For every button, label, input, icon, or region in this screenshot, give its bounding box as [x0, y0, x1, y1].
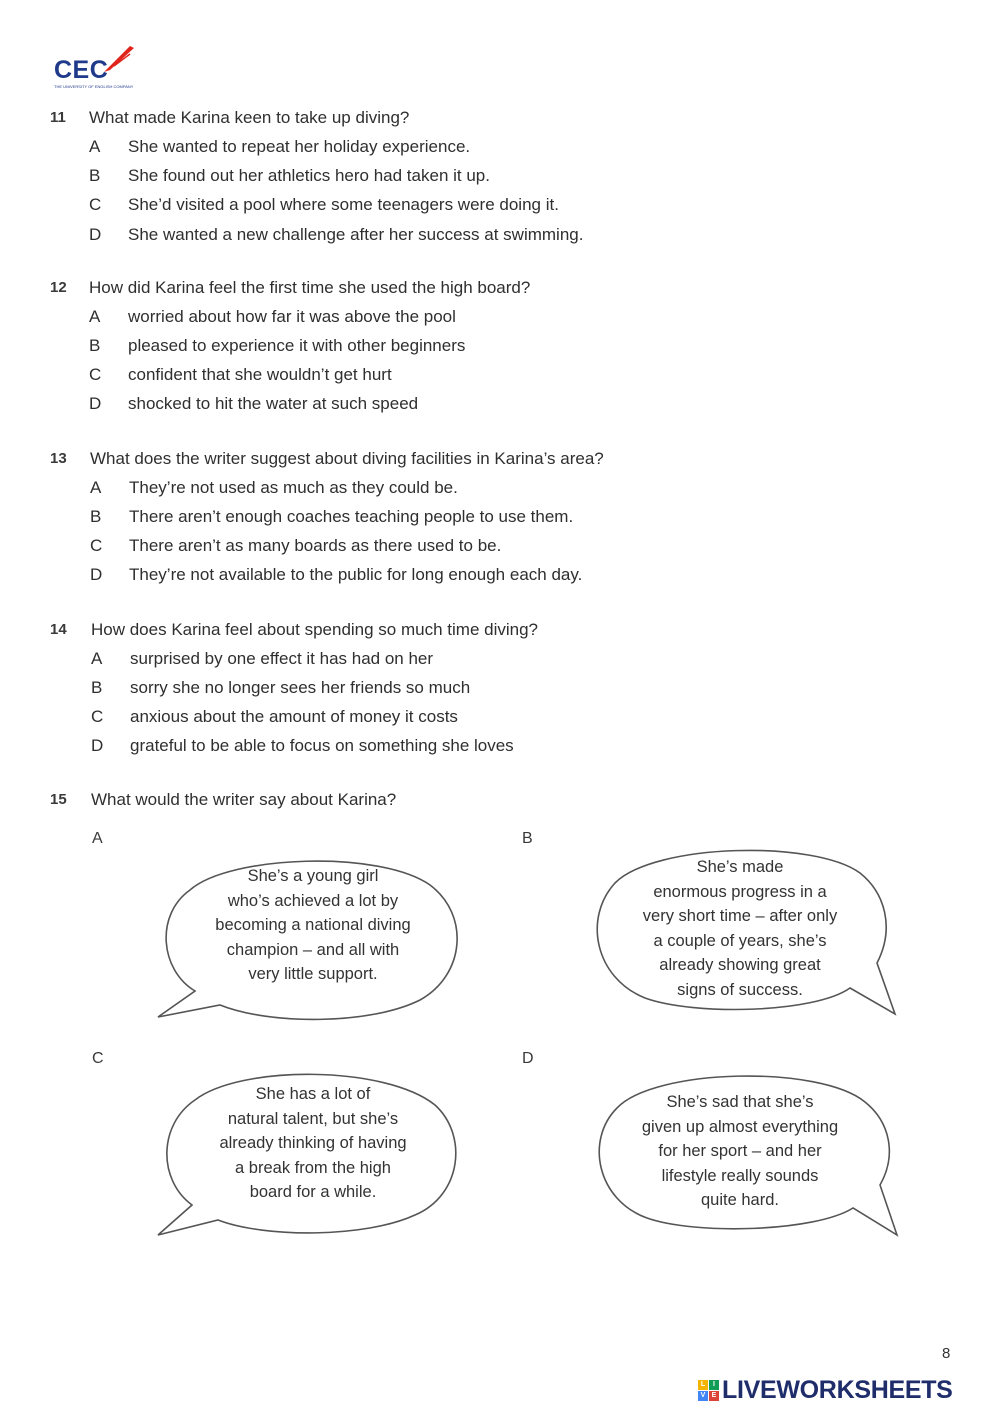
option-letter: B	[90, 507, 102, 526]
brand-icon-cell: L	[698, 1380, 708, 1390]
bubble-line: a break from the high	[235, 1158, 391, 1177]
option-letter: A	[90, 478, 102, 497]
question-text: What would the writer say about Karina?	[91, 790, 397, 809]
bubble-line: becoming a national diving	[215, 916, 411, 934]
bubble-line: a couple of years, she’s	[653, 931, 827, 950]
option-letter: B	[91, 678, 103, 697]
option-letter: D	[89, 394, 102, 413]
bubble-line: She’s made	[696, 858, 784, 876]
bubble-line: already showing great	[659, 956, 821, 974]
question-number: 15	[50, 791, 67, 808]
option-letter: B	[89, 336, 101, 355]
panel-letter-a: A	[92, 830, 103, 847]
bubble-line: She has a lot of	[255, 1085, 371, 1103]
liveworksheets-logo-icon	[698, 1380, 720, 1402]
logo-tagline: THE UNIVERSITY OF ENGLISH COMPANY	[54, 84, 134, 89]
question-text: How does Karina feel about spending so much time diving?	[91, 620, 538, 639]
option-text: They’re not available to the public for long enough each day.	[129, 565, 583, 584]
option-letter: D	[90, 565, 103, 584]
speech-bubble-b[interactable]	[585, 838, 903, 1020]
option-letter: C	[89, 365, 102, 384]
bubble-line: who’s achieved a lot by	[227, 891, 399, 910]
option-text: anxious about the amount of money it costs	[130, 707, 458, 726]
option-text: grateful to be able to focus on something she loves	[130, 736, 514, 755]
option-text: pleased to experience it with other beginners	[128, 336, 466, 355]
speech-bubble-a[interactable]	[150, 845, 470, 1025]
question-number: 12	[50, 279, 67, 296]
option-text: She found out her athletics hero had taken it up.	[128, 166, 490, 185]
question-text: What does the writer suggest about diving facilities in Karina’s area?	[90, 449, 604, 468]
option-letter: C	[91, 707, 104, 726]
question-number: 13	[50, 450, 67, 467]
brand-icon-cell: I	[709, 1380, 719, 1390]
question-number: 11	[50, 109, 66, 126]
logo-text: CEC	[54, 56, 109, 84]
option-text: shocked to hit the water at such speed	[128, 394, 419, 413]
option-text: She wanted a new challenge after her success at swimming.	[128, 225, 584, 244]
question-text: What made Karina keen to take up diving?	[89, 108, 410, 127]
bubble-text	[170, 864, 456, 987]
question-number: 14	[50, 621, 67, 638]
option-text: There aren’t enough coaches teaching people to use them.	[129, 507, 574, 526]
option-text: There aren’t as many boards as there used to be.	[129, 536, 502, 555]
brand-text: LIVEWORKSHEETS	[722, 1376, 953, 1404]
bubble-line: lifestyle really sounds	[661, 1166, 819, 1185]
brand-icon-cell: E	[709, 1391, 719, 1401]
option-letter: D	[91, 736, 104, 755]
panel-letter-c: C	[92, 1050, 104, 1067]
cec-logo	[54, 44, 144, 94]
option-text: worried about how far it was above the pool	[128, 307, 456, 326]
bubble-line: already thinking of having	[219, 1134, 407, 1152]
bubble-line: board for a while.	[249, 1183, 377, 1201]
bubble-line: very little support.	[248, 965, 378, 983]
bubble-line: signs of success.	[677, 980, 803, 999]
bubble-line: quite hard.	[701, 1191, 779, 1209]
bubble-text	[595, 855, 885, 1002]
bubble-line: She’s sad that she’s	[666, 1093, 814, 1111]
bubble-line: very short time – after only	[642, 907, 838, 925]
option-text: sorry she no longer sees her friends so much	[130, 678, 471, 697]
page-number: 8	[942, 1345, 951, 1362]
option-letter: D	[89, 225, 102, 244]
bubble-line: given up almost everything	[641, 1117, 839, 1136]
brand-icon-cell: V	[698, 1391, 708, 1401]
option-letter: A	[91, 649, 103, 668]
option-text: They’re not used as much as they could be.	[129, 478, 458, 497]
option-text: She wanted to repeat her holiday experience.	[128, 137, 471, 156]
panel-letter-d: D	[522, 1050, 534, 1067]
option-letter: C	[90, 536, 103, 555]
question-text: How did Karina feel the first time she used the high board?	[89, 278, 531, 297]
bubble-line: champion – and all with	[226, 940, 400, 959]
bubble-line: natural talent, but she’s	[227, 1109, 399, 1128]
bubble-line: She’s a young girl	[247, 867, 379, 885]
panel-letter-b: B	[522, 830, 533, 847]
option-letter: A	[89, 307, 101, 326]
option-letter: B	[89, 166, 101, 185]
option-text: She’d visited a pool where some teenagers were doing it.	[128, 195, 559, 214]
option-text: confident that she wouldn’t get hurt	[128, 365, 392, 384]
speech-bubble-c[interactable]	[150, 1060, 470, 1240]
option-letter: A	[89, 137, 101, 156]
option-letter: C	[89, 195, 102, 214]
speech-bubble-d[interactable]	[585, 1060, 903, 1240]
bubble-line: for her sport – and her	[658, 1142, 822, 1160]
option-text: surprised by one effect it has had on her	[130, 649, 434, 668]
bubble-line: enormous progress in a	[653, 882, 827, 901]
bubble-text	[595, 1090, 885, 1213]
bubble-text	[170, 1082, 456, 1205]
